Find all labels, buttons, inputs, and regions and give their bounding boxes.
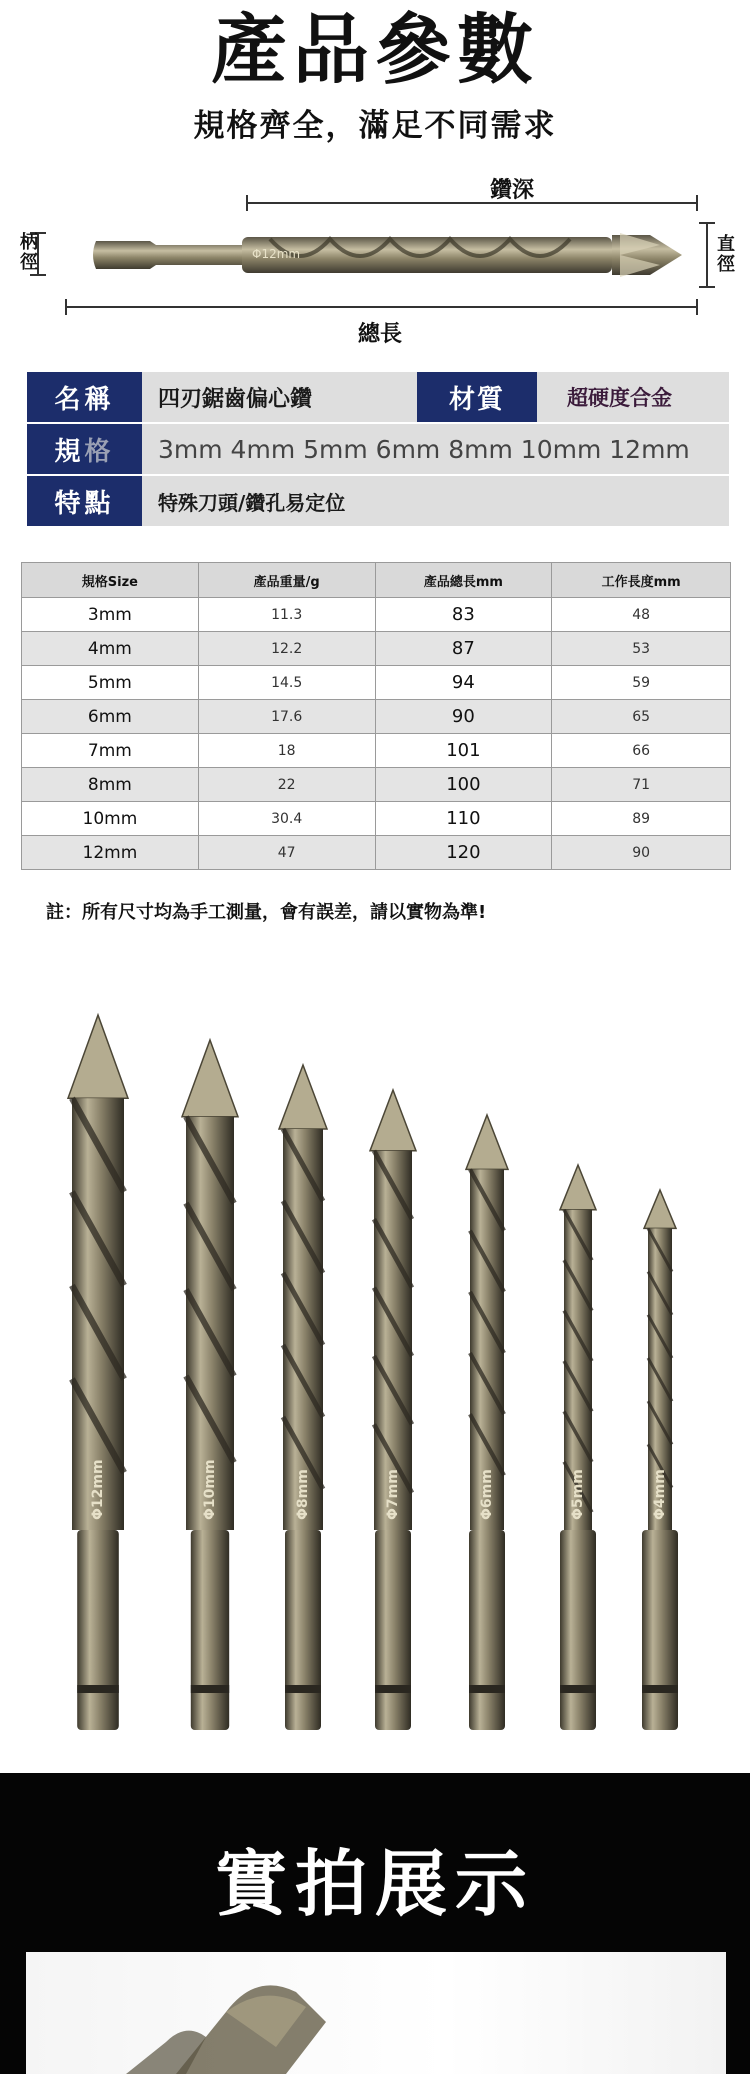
table-row: [22, 666, 731, 700]
cell-size: 5mm: [22, 666, 199, 700]
cell-size: 8mm: [22, 768, 199, 802]
cell-size: 7mm: [22, 734, 199, 768]
cell-size: 4mm: [22, 632, 199, 666]
cell-weight: 47: [198, 836, 375, 870]
name-value: 四刃鋸齒偏心鑽: [142, 372, 417, 422]
drill-bit-set-illustration: [0, 1000, 750, 1740]
product-photo: [26, 1952, 726, 2074]
bit-size-marking: Φ8mm: [295, 1469, 311, 1520]
bit-size-marking: Φ7mm: [385, 1469, 401, 1520]
drill-bit: [279, 1065, 327, 1730]
cell-total-length: 83: [375, 598, 552, 632]
cell-weight: 30.4: [198, 802, 375, 836]
cell-weight: 11.3: [198, 598, 375, 632]
cell-total-length: 94: [375, 666, 552, 700]
bit-size-marking: Φ4mm: [652, 1469, 668, 1520]
table-row: [22, 632, 731, 666]
spec-row-feature: [27, 476, 729, 526]
cell-weight: 12.2: [198, 632, 375, 666]
dimension-diagram: [0, 165, 750, 355]
drill-bit: [642, 1190, 678, 1730]
cell-total-length: 87: [375, 632, 552, 666]
bit-size-marking: Φ12mm: [90, 1459, 106, 1520]
spec-row-name: [27, 372, 729, 422]
cell-working-length: 53: [552, 632, 731, 666]
cell-working-length: 65: [552, 700, 731, 734]
drill-bit-set: [0, 1000, 750, 1740]
bit-size-marking: Φ10mm: [202, 1459, 218, 1520]
table-row: [22, 700, 731, 734]
material-label: 材質: [417, 372, 537, 422]
cell-working-length: 66: [552, 734, 731, 768]
table-row: [22, 836, 731, 870]
cell-size: 3mm: [22, 598, 199, 632]
bit-size-marking: Φ5mm: [570, 1469, 586, 1520]
photo-section-title: 實拍展示: [214, 1842, 535, 1926]
size-label-b: 格: [84, 436, 115, 467]
cell-total-length: 90: [375, 700, 552, 734]
drill-bit: [370, 1090, 416, 1730]
cell-working-length: 71: [552, 768, 731, 802]
drill-bit: [466, 1115, 508, 1730]
cell-working-length: 89: [552, 802, 731, 836]
header-size: 規格Size: [22, 563, 199, 598]
cell-total-length: 120: [375, 836, 552, 870]
drill-depth-label: 鑽深: [490, 178, 535, 203]
table-row: [22, 768, 731, 802]
cell-total-length: 101: [375, 734, 552, 768]
cell-weight: 22: [198, 768, 375, 802]
header-weight: 產品重量/g: [198, 563, 375, 598]
size-table-header: [22, 563, 731, 598]
cell-working-length: 48: [552, 598, 731, 632]
horizontal-drill-bit: [93, 233, 682, 277]
page-title: 產品參數: [211, 5, 539, 94]
header-total-length: 產品總長mm: [375, 563, 552, 598]
cell-size: 6mm: [22, 700, 199, 734]
table-row: [22, 734, 731, 768]
cell-working-length: 90: [552, 836, 731, 870]
shank-label: 柄徑: [20, 232, 38, 273]
cell-size: 12mm: [22, 836, 199, 870]
cell-size: 10mm: [22, 802, 199, 836]
cell-total-length: 100: [375, 768, 552, 802]
bit-size-marking: Φ6mm: [479, 1469, 495, 1520]
size-table: [21, 562, 731, 870]
name-label: 名稱: [27, 372, 142, 422]
cell-total-length: 110: [375, 802, 552, 836]
size-label: [27, 424, 142, 474]
product-photo-image: [26, 1952, 726, 2074]
table-row: [22, 802, 731, 836]
spec-row-size: [27, 424, 729, 474]
drill-bit: [182, 1040, 238, 1730]
bit-marking: Φ12mm: [252, 247, 301, 261]
diameter-label: 直徑: [717, 234, 735, 275]
size-label-a: 規: [54, 436, 85, 467]
cell-weight: 17.6: [198, 700, 375, 734]
spec-table: [27, 372, 729, 528]
feature-value: 特殊刀頭/鑽孔易定位: [142, 476, 729, 526]
material-value: 超硬度合金: [537, 372, 729, 422]
size-value: 3mm 4mm 5mm 6mm 8mm 10mm 12mm: [142, 424, 729, 474]
total-length-label: 總長: [358, 322, 403, 347]
cell-weight: 18: [198, 734, 375, 768]
feature-label: 特點: [27, 476, 142, 526]
measurement-note: 註：所有尺寸均為手工測量，會有誤差，請以實物為準!: [46, 902, 487, 923]
drill-bit: [560, 1165, 596, 1730]
cell-working-length: 59: [552, 666, 731, 700]
cell-weight: 14.5: [198, 666, 375, 700]
table-row: [22, 598, 731, 632]
header-working-length: 工作長度mm: [552, 563, 731, 598]
drill-bit: [68, 1015, 128, 1730]
page-subtitle: 規格齊全，滿足不同需求: [193, 108, 557, 144]
